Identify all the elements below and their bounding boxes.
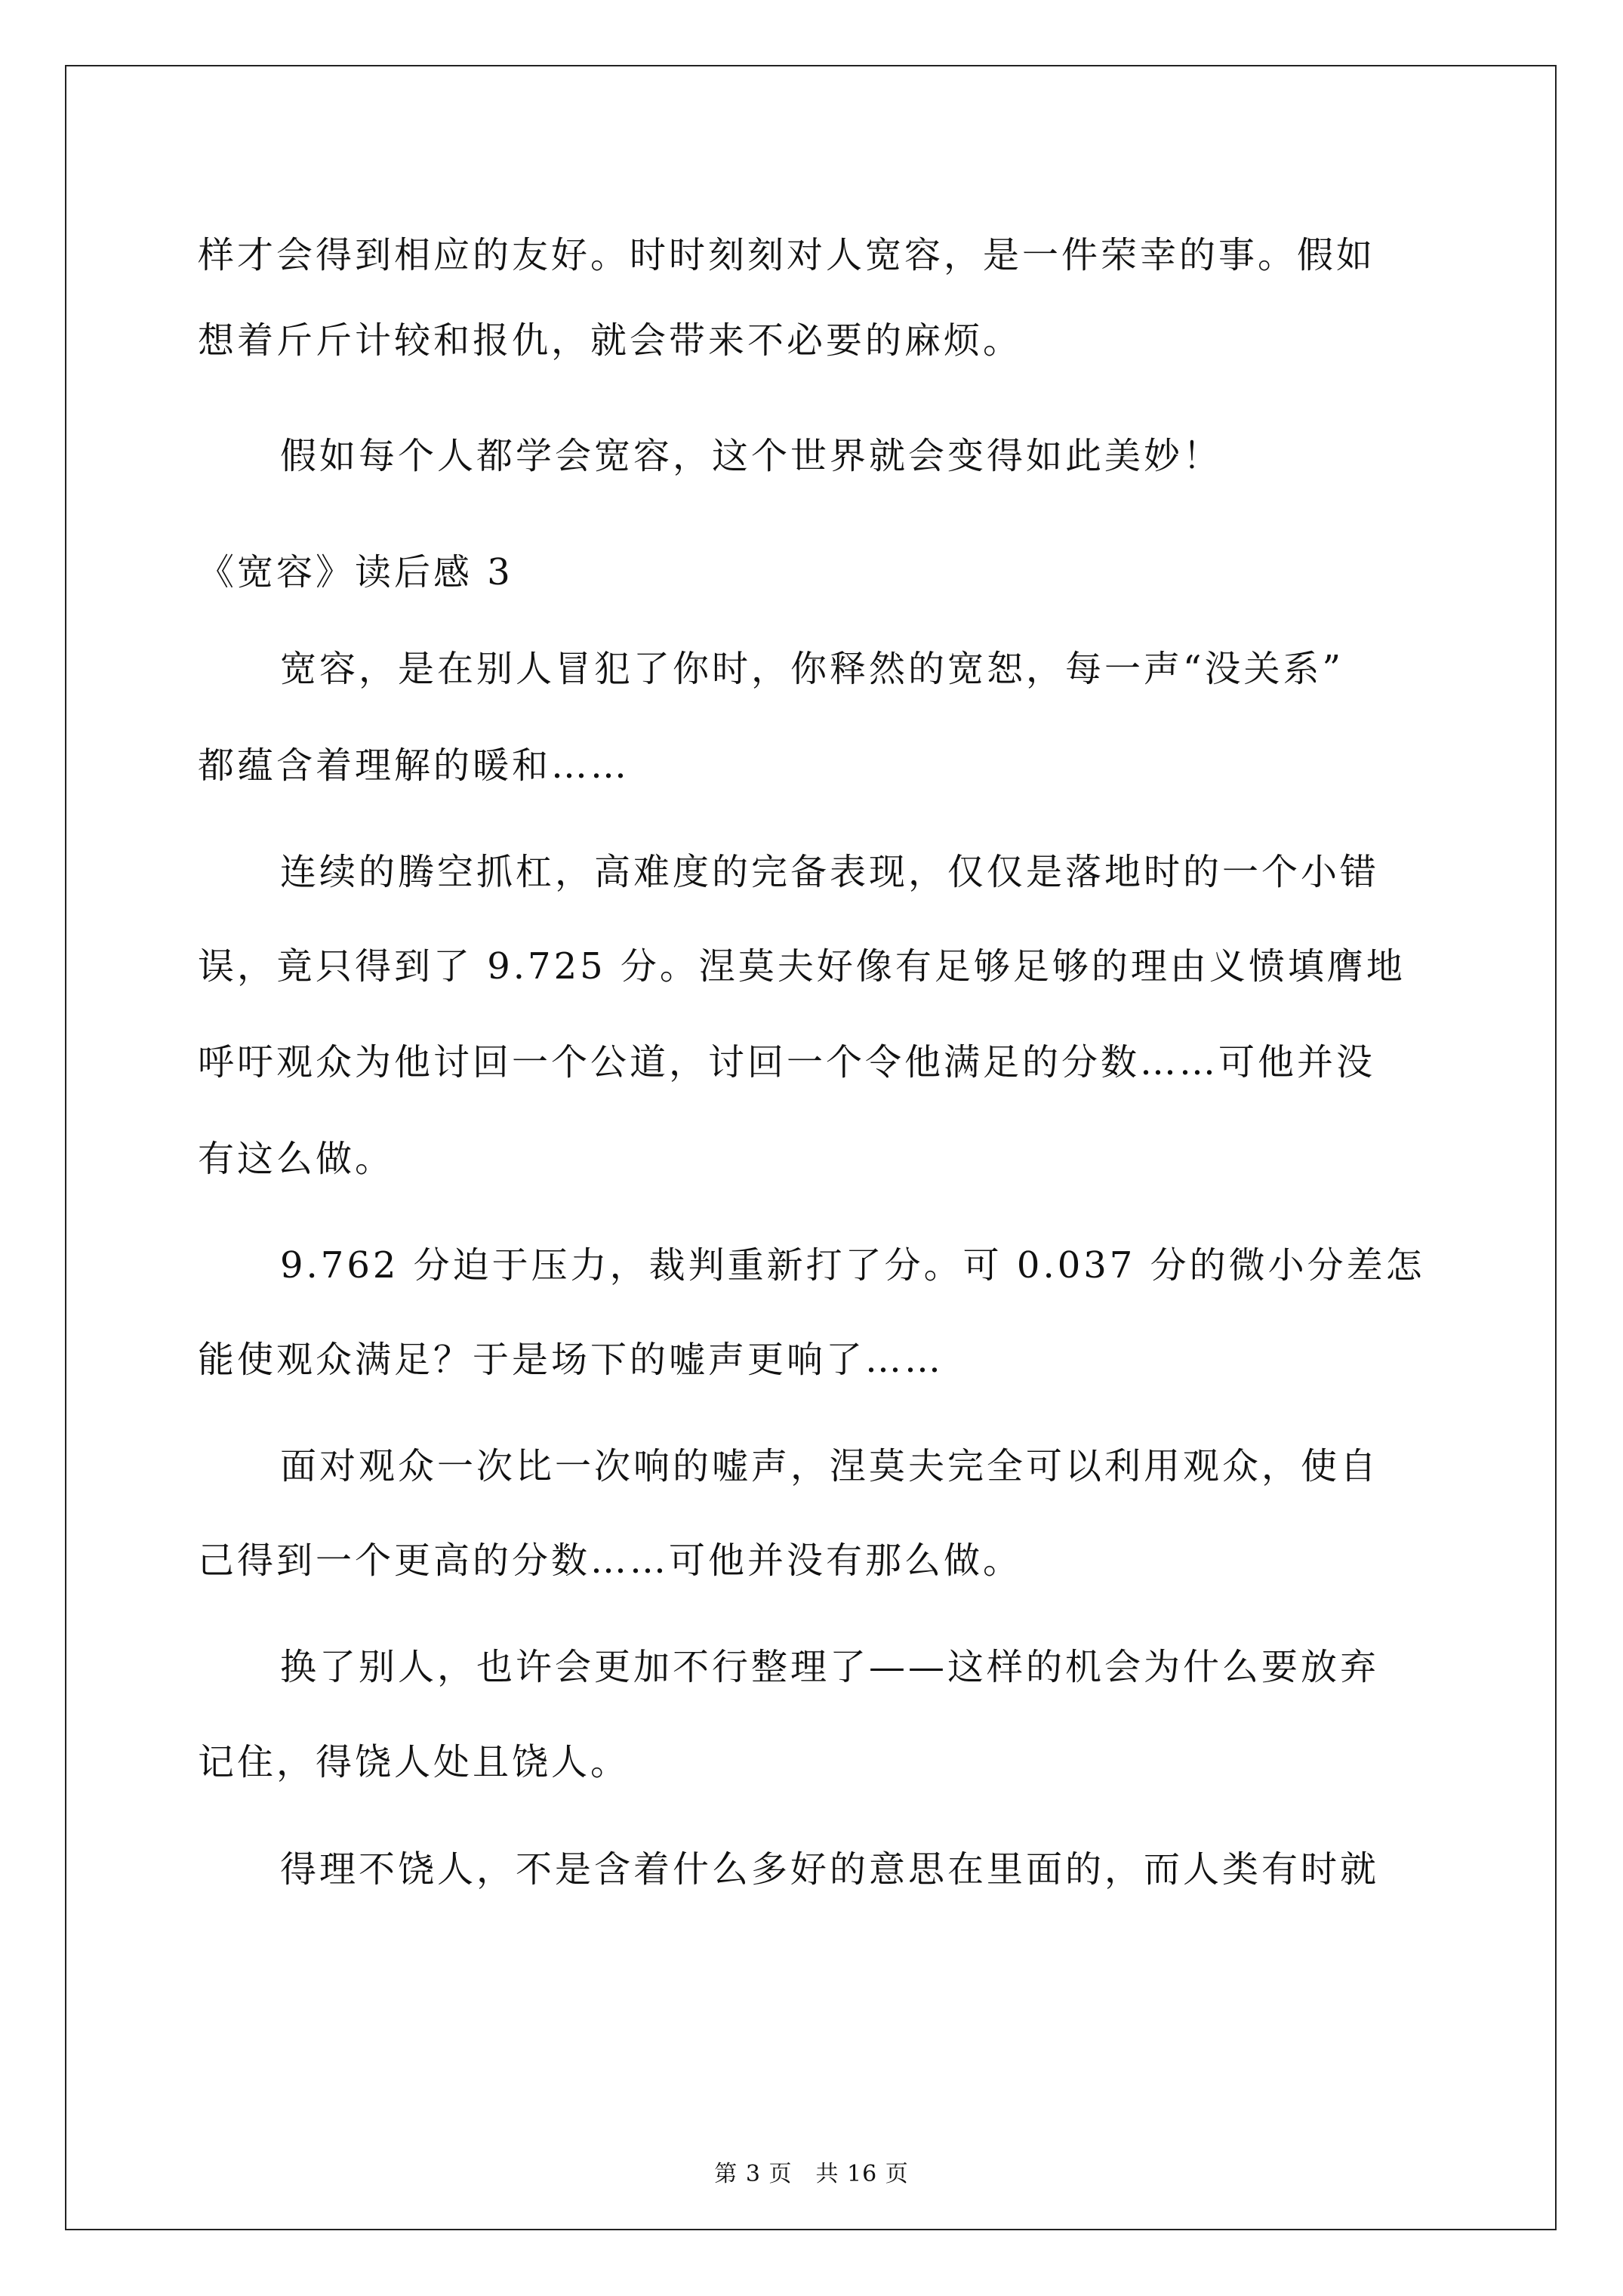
text-line: 连续的腾空抓杠，高难度的完备表现，仅仅是落地时的一个小错: [280, 851, 1380, 893]
text-line: 误，竟只得到了 9.725 分。涅莫夫好像有足够足够的理由义愤填膺地: [198, 945, 1406, 988]
page-footer: 第 3 页 共 16 页: [714, 2161, 909, 2187]
text-line: 想着斤斤计较和报仇，就会带来不必要的麻烦。: [198, 319, 1023, 362]
text-line: 呼吁观众为他讨回一个公道，讨回一个令他满足的分数……可他并没: [198, 1041, 1376, 1083]
text-line: 能使观众满足？于是场下的嘘声更响了……: [198, 1339, 944, 1381]
text-line: 记住，得饶人处且饶人。: [198, 1741, 630, 1783]
text-line: 都蕴含着理解的暖和……: [198, 744, 630, 787]
text-line: 换了别人，也许会更加不行整理了——这样的机会为什么要放弃: [280, 1646, 1380, 1688]
text-line: 9.762 分迫于压力，裁判重新打了分。可 0.037 分的微小分差怎: [280, 1244, 1425, 1287]
text-line: 有这么做。: [198, 1138, 395, 1180]
text-line: 宽容，是在别人冒犯了你时，你释然的宽恕，每一声“没关系”: [280, 648, 1344, 690]
text-line: 样才会得到相应的友好。时时刻刻对人宽容，是一件荣幸的事。假如: [198, 234, 1376, 276]
section-heading: 《宽容》读后感 3: [198, 551, 513, 593]
text-line: 假如每个人都学会宽容，这个世界就会变得如此美妙！: [280, 435, 1223, 477]
text-line: 得理不饶人，不是含着什么多好的意思在里面的，而人类有时就: [280, 1848, 1380, 1891]
text-line: 己得到一个更高的分数……可他并没有那么做。: [198, 1539, 1023, 1582]
text-line: 面对观众一次比一次响的嘘声，涅莫夫完全可以利用观众，使自: [280, 1445, 1380, 1487]
